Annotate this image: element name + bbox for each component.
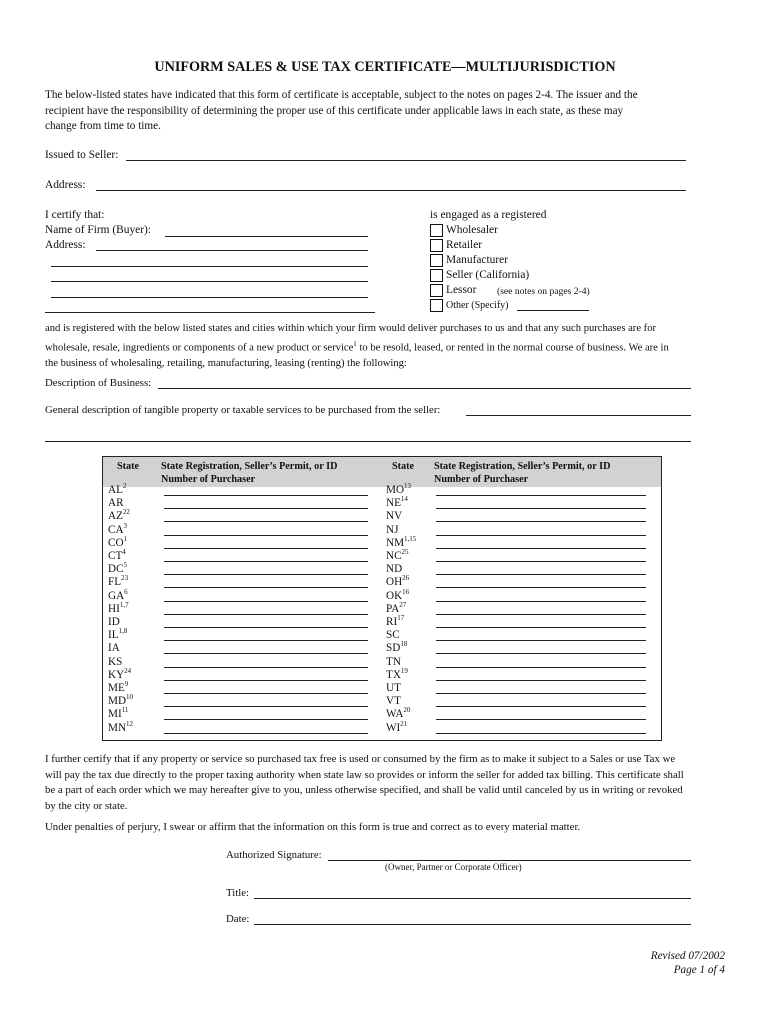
registration-number-field[interactable] bbox=[436, 706, 646, 707]
checkbox-retailer[interactable] bbox=[430, 239, 443, 252]
registration-number-field[interactable] bbox=[164, 508, 368, 509]
intro-line: recipient have the responsibility of determining the proper use of this certificate under applicable laws in each state, as these may bbox=[45, 104, 624, 117]
registration-number-field[interactable] bbox=[164, 548, 368, 549]
state-code-text: TX bbox=[386, 668, 401, 681]
seller-address-field[interactable] bbox=[96, 190, 686, 191]
header-line: Number of Purchaser bbox=[434, 473, 529, 485]
footnote-marker: 1,15 bbox=[404, 534, 417, 543]
state-code bbox=[386, 629, 400, 642]
state-code bbox=[108, 642, 120, 655]
registration-number-field[interactable] bbox=[436, 680, 646, 681]
footnote-marker: 22 bbox=[122, 508, 130, 517]
buyer-address-line-2[interactable] bbox=[51, 266, 368, 267]
footnote-marker: 11 bbox=[121, 706, 129, 715]
footnote-marker: 21 bbox=[400, 719, 408, 728]
footnote-marker: 25 bbox=[401, 548, 409, 556]
state-column-header-right: State bbox=[392, 461, 415, 472]
state-code-text: MO bbox=[386, 484, 405, 496]
title-label: Title: bbox=[226, 887, 250, 899]
footnote-marker: 1,8 bbox=[118, 627, 128, 636]
further-certify-paragraph bbox=[45, 752, 684, 814]
registration-number-field[interactable] bbox=[164, 521, 368, 522]
registration-option-label: Seller (California) bbox=[446, 269, 530, 281]
registration-option-label: Manufacturer bbox=[446, 254, 508, 266]
footnote-marker: 3 bbox=[123, 521, 128, 530]
registration-number-field[interactable] bbox=[436, 521, 646, 522]
signature-sublabel: (Owner, Partner or Corporate Officer) bbox=[385, 862, 522, 872]
state-code bbox=[108, 600, 129, 616]
state-code bbox=[108, 497, 124, 510]
checkbox-other-specify[interactable] bbox=[430, 299, 443, 312]
registration-number-field[interactable] bbox=[436, 495, 646, 496]
registration-number-field[interactable] bbox=[164, 640, 368, 641]
further-line: by the city or state. bbox=[45, 799, 128, 812]
header-line: State Registration, Seller’s Permit, or ID bbox=[161, 461, 338, 472]
registration-column-header bbox=[161, 461, 371, 486]
page-number: Page 1 of 4 bbox=[673, 964, 725, 976]
header-line: Number of Purchaser bbox=[161, 473, 256, 485]
state-code-text: NE bbox=[386, 497, 401, 510]
registration-option-label: Retailer bbox=[446, 239, 483, 251]
registration-number-field[interactable] bbox=[436, 587, 646, 588]
registration-number-field[interactable] bbox=[436, 561, 646, 562]
footnote-marker: 5 bbox=[123, 561, 128, 570]
checkbox-wholesaler[interactable] bbox=[430, 224, 443, 237]
footnote-marker: 17 bbox=[397, 614, 405, 622]
issued-to-seller-field[interactable] bbox=[126, 160, 686, 161]
registration-number-field[interactable] bbox=[164, 574, 368, 575]
registration-number-field[interactable] bbox=[436, 627, 646, 628]
registration-number-field[interactable] bbox=[164, 561, 368, 562]
state-code-text: PA bbox=[386, 602, 400, 615]
checkbox-seller-california[interactable] bbox=[430, 269, 443, 282]
state-code-text: FL bbox=[108, 576, 122, 589]
state-code bbox=[386, 524, 398, 537]
state-code-text: RI bbox=[386, 616, 398, 628]
state-code-text: AL bbox=[108, 484, 123, 496]
state-code bbox=[386, 695, 401, 708]
registration-number-field[interactable] bbox=[164, 627, 368, 628]
footnote-marker: 4 bbox=[122, 548, 126, 556]
state-code bbox=[386, 510, 402, 523]
certify-label: I certify that: bbox=[45, 209, 105, 221]
state-code-text: NM bbox=[386, 536, 405, 549]
state-code bbox=[386, 616, 404, 629]
state-code bbox=[386, 682, 401, 695]
state-code-text: ME bbox=[108, 682, 125, 694]
purpose-line-text: to be resold, leased, or rented in the normal course of business. We are in bbox=[356, 342, 669, 354]
state-code-text: NV bbox=[386, 510, 403, 523]
purpose-line bbox=[45, 337, 669, 356]
footnote-marker: 9 bbox=[124, 680, 129, 688]
registration-number-field[interactable] bbox=[436, 653, 646, 654]
registration-number-field[interactable] bbox=[164, 653, 368, 654]
registration-option-note: (see notes on pages 2-4) bbox=[497, 286, 590, 297]
state-code-text: SD bbox=[386, 642, 401, 655]
registration-option-label: Other (Specify) bbox=[446, 300, 509, 311]
intro-line: The below-listed states have indicated that this form of certificate is acceptable, subject to the notes on pages 2-4. The issuer and the bbox=[45, 89, 638, 101]
registration-option-label: Lessor bbox=[446, 284, 477, 296]
description-label: Description of Business: bbox=[45, 377, 152, 389]
footnote-marker: 18 bbox=[400, 640, 408, 649]
form-title: UNIFORM SALES & USE TAX CERTIFICATE—MULTIJURISDICTION bbox=[154, 59, 616, 75]
buyer-address-line-5[interactable] bbox=[45, 312, 375, 313]
state-code-text: DC bbox=[108, 563, 124, 576]
checkbox-lessor[interactable] bbox=[430, 284, 443, 297]
state-code-text: NJ bbox=[386, 523, 399, 536]
registration-number-field[interactable] bbox=[436, 640, 646, 641]
issued-to-seller-label: Issued to Seller: bbox=[45, 149, 119, 161]
state-code bbox=[386, 497, 408, 510]
registration-number-field[interactable] bbox=[436, 693, 646, 694]
state-code bbox=[386, 666, 408, 682]
footnote-marker: 27 bbox=[399, 600, 407, 609]
footnote-marker: 12 bbox=[126, 719, 134, 728]
state-code-text: CA bbox=[108, 523, 124, 536]
intro-line: change from time to time. bbox=[45, 120, 161, 133]
state-code-text: WI bbox=[386, 721, 401, 734]
buyer-address-line-4[interactable] bbox=[51, 297, 368, 298]
header-line: State Registration, Seller’s Permit, or ID bbox=[434, 461, 611, 472]
state-code-text: ND bbox=[386, 563, 403, 576]
purpose-line: and is registered with the below listed states and cities within which your firm would deliver purchases to us and that any such purchases are for bbox=[45, 323, 657, 334]
registration-number-field[interactable] bbox=[436, 508, 646, 509]
state-code-text: IA bbox=[108, 642, 120, 655]
state-code-text: SC bbox=[386, 629, 400, 642]
date-field[interactable] bbox=[254, 924, 691, 925]
registration-number-field[interactable] bbox=[164, 719, 368, 720]
buyer-address-label: Address: bbox=[45, 239, 86, 251]
purpose-line: the business of wholesaling, retailing, manufacturing, leasing (renting) the following: bbox=[45, 357, 407, 369]
other-specify-field[interactable] bbox=[517, 310, 589, 311]
state-code-text: NC bbox=[386, 550, 402, 562]
general-description-line-2[interactable] bbox=[45, 441, 691, 442]
registration-number-field[interactable] bbox=[436, 733, 646, 734]
footnote-marker: 24 bbox=[124, 666, 132, 675]
further-line: I further certify that if any property or service so purchased tax free is used or consumed by the firm as to make it subject to a Sales or use Tax we bbox=[45, 753, 676, 765]
state-code-text: MI bbox=[108, 708, 122, 721]
state-code bbox=[108, 484, 126, 497]
state-code-text: AZ bbox=[108, 510, 123, 523]
registration-number-field[interactable] bbox=[436, 614, 646, 615]
registration-number-field[interactable] bbox=[164, 693, 368, 694]
registration-number-field[interactable] bbox=[164, 667, 368, 668]
state-code bbox=[108, 656, 122, 669]
registration-number-field[interactable] bbox=[436, 601, 646, 602]
state-code bbox=[108, 719, 134, 735]
state-code-text: WA bbox=[386, 708, 404, 721]
state-code bbox=[386, 656, 401, 669]
registration-number-field[interactable] bbox=[436, 535, 646, 536]
state-code-text: OH bbox=[386, 576, 403, 589]
perjury-statement: Under penalties of perjury, I swear or affirm that the information on this form is true and correct as to every material matter. bbox=[45, 821, 581, 833]
registration-option-label: Wholesaler bbox=[446, 224, 498, 236]
description-field[interactable] bbox=[158, 388, 691, 389]
state-column-header: State bbox=[117, 461, 140, 472]
general-description-field[interactable] bbox=[466, 415, 691, 416]
footnote-marker: 1 bbox=[123, 534, 128, 543]
state-code-text: UT bbox=[386, 682, 401, 694]
state-code-text: HI bbox=[108, 602, 120, 615]
states-table bbox=[102, 456, 662, 741]
footnote-marker: 26 bbox=[402, 574, 410, 583]
footnote-marker: 2 bbox=[122, 482, 127, 490]
state-code-text: VT bbox=[386, 695, 401, 708]
registration-number-field[interactable] bbox=[164, 495, 368, 496]
purpose-line-text: wholesale, resale, ingredients or components of a new product or service bbox=[45, 342, 354, 354]
intro-paragraph bbox=[45, 88, 638, 135]
state-code-text: GA bbox=[108, 589, 125, 602]
footnote-marker: 1 bbox=[353, 339, 357, 348]
state-code-text: OK bbox=[386, 589, 403, 602]
further-line: will pay the tax due directly to the proper taxing authority when state law so provides or inform the seller for added tax billing. This certificate shall bbox=[45, 768, 684, 781]
further-line: be a part of each order which we may hereafter give to you, unless otherwise specified, and shall be valid until canceled by us in writing or revoked bbox=[45, 784, 683, 797]
footnote-marker: 6 bbox=[124, 587, 128, 596]
state-code-text: KS bbox=[108, 655, 123, 668]
state-code bbox=[386, 550, 409, 563]
revised-date: Revised 07/2002 bbox=[650, 950, 725, 962]
firm-name-field[interactable] bbox=[165, 236, 368, 237]
state-code-text: ID bbox=[108, 616, 120, 628]
seller-address-label: Address: bbox=[45, 179, 86, 191]
registration-number-field[interactable] bbox=[436, 574, 646, 575]
state-code-text: IL bbox=[108, 629, 119, 642]
state-code bbox=[108, 695, 133, 708]
footnote-marker: 14 bbox=[400, 495, 408, 504]
footnote-marker: 19 bbox=[400, 666, 408, 675]
firm-name-label: Name of Firm (Buyer): bbox=[45, 224, 151, 236]
footnote-marker: 10 bbox=[126, 693, 134, 702]
footnote-marker: 13 bbox=[404, 482, 412, 490]
registration-number-field[interactable] bbox=[436, 548, 646, 549]
state-code-text: KY bbox=[108, 668, 125, 681]
footnote-marker: 20 bbox=[403, 706, 411, 715]
footnote-marker: 1,7 bbox=[119, 600, 129, 609]
title-field[interactable] bbox=[254, 898, 691, 899]
state-code-text: MN bbox=[108, 721, 127, 734]
buyer-address-line-3[interactable] bbox=[51, 281, 368, 282]
state-code-text: AR bbox=[108, 497, 124, 510]
registration-number-field[interactable] bbox=[164, 614, 368, 615]
state-code bbox=[386, 642, 407, 655]
purpose-paragraph bbox=[45, 321, 669, 371]
engaged-label: is engaged as a registered bbox=[430, 209, 547, 221]
state-code bbox=[386, 563, 402, 576]
state-code-text: CT bbox=[108, 550, 123, 562]
state-code-text: MD bbox=[108, 695, 127, 708]
state-code-text: CO bbox=[108, 536, 124, 549]
footnote-marker: 23 bbox=[121, 574, 129, 583]
state-code bbox=[108, 629, 127, 642]
registration-number-field[interactable] bbox=[164, 587, 368, 588]
checkbox-manufacturer[interactable] bbox=[430, 254, 443, 267]
footnote-marker: 16 bbox=[402, 587, 410, 596]
state-code bbox=[386, 719, 408, 735]
date-label: Date: bbox=[226, 913, 250, 925]
state-code-text: TN bbox=[386, 655, 401, 668]
general-description-label: General description of tangible property or taxable services to be purchased from the seller: bbox=[45, 404, 441, 416]
buyer-address-field[interactable] bbox=[96, 250, 368, 251]
registration-number-field[interactable] bbox=[164, 733, 368, 734]
registration-number-field[interactable] bbox=[436, 719, 646, 720]
registration-column-header-right bbox=[434, 461, 649, 486]
registration-number-field[interactable] bbox=[164, 706, 368, 707]
registration-number-field[interactable] bbox=[436, 667, 646, 668]
registration-number-field[interactable] bbox=[164, 535, 368, 536]
registration-number-field[interactable] bbox=[164, 680, 368, 681]
registration-number-field[interactable] bbox=[164, 601, 368, 602]
signature-label: Authorized Signature: bbox=[226, 849, 322, 861]
